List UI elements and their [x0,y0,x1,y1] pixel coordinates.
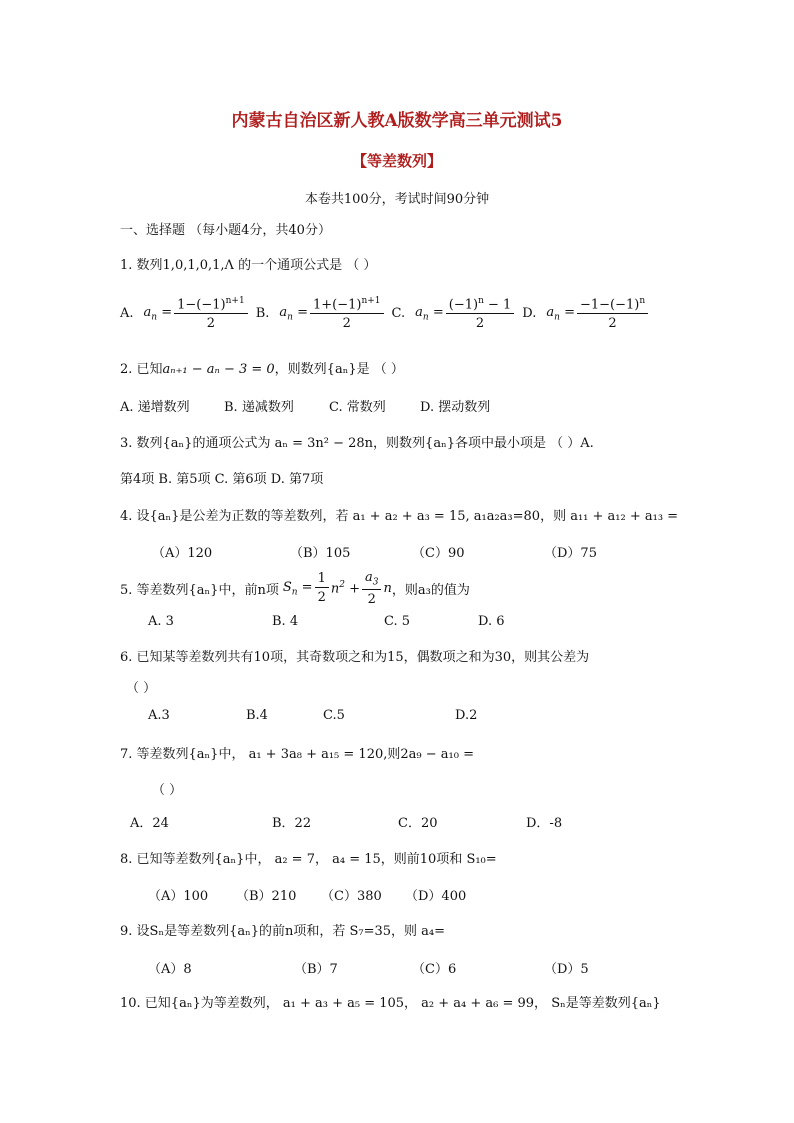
question-7-option-d: D．-8 [526,816,563,831]
question-1-stem: 1. 数列1,0,1,0,1,Λ 的一个通项公式是 （ ） [120,258,377,273]
question-5-prefix: 5. 等差数列{aₙ}中，前n项 [120,582,279,598]
question-6-answer-blank: （ ） [126,681,157,696]
question-8-option-b: （B）210 [236,889,297,904]
question-5-frac-2: $\frac{a_3}{2}$ [362,570,382,607]
question-5-option-d: D. 6 [478,614,505,629]
question-4-option-c: （C）90 [412,546,465,561]
option-d-label: D. [522,306,537,322]
question-7-option-b: B．22 [272,816,312,831]
exam-info: 本卷共100分，考试时间90分钟 [304,192,490,207]
option-b-formula: $\frac{1+(-1)^{n+1}}{2}$ [310,296,384,331]
question-5-frac-1: $\frac{1}{2}$ [315,571,329,605]
option-a-formula: $\frac{1-(-1)^{n+1}}{2}$ [174,296,248,331]
question-2-stem [120,358,404,377]
option-a-label: A. [120,306,134,322]
question-3-options: 第4项 B. 第5项 C. 第6项 D. 第7项 [120,472,324,487]
question-8-option-d: （D）400 [405,889,467,904]
question-2-option-c: C. 常数列 [329,400,386,415]
question-3-stem: 3. 数列{aₙ}的通项公式为 aₙ = 3n² − 28n，则数列{aₙ}各项中最小项是 （ ）A. [120,436,594,451]
question-2-option-b: B. 递减数列 [224,400,294,415]
option-c-label: C. [391,306,406,322]
section-heading: 一、选择题 （每小题4分，共40分） [120,223,331,238]
question-5-suffix: ，则a₃的值为 [391,582,470,598]
question-4-option-a: （A）120 [152,546,213,561]
question-8-option-c: （C）380 [321,889,382,904]
question-8-stem: 8. 已知等差数列{aₙ}中， a₂ = 7， a₄ = 15，则前10项和 S₁₀= [120,852,497,867]
question-2-suffix: ，则数列{aₙ}是 （ ） [274,362,404,377]
question-7-answer-blank: （ ） [152,783,183,798]
option-c-formula: $\frac{(-1)^n - 1}{2}$ [446,296,515,331]
question-6-option-d: D.2 [455,708,478,723]
question-6-option-b: B.4 [246,708,268,723]
question-8-option-a: （A）100 [148,889,209,904]
question-7-stem: 7. 等差数列{aₙ}中， a₁ + 3a₈ + a₁₅ = 120,则2a₉ − a₁₀ = [120,747,474,762]
question-4-stem: 4. 设{aₙ}是公差为正数的等差数列，若 a₁ + a₂ + a₃ = 15, a₁a₂a₃=80，则 a₁₁ + a₁₂ + a₁₃ = [120,509,679,524]
question-5-option-a: A. 3 [148,614,174,629]
question-4-option-b: （B）105 [290,546,351,561]
question-2-option-d: D. 摆动数列 [420,400,491,415]
question-4-option-d: （D）75 [544,546,597,561]
question-5-option-b: B. 4 [272,614,299,629]
option-b-label: B. [255,306,270,322]
question-2-option-a: A. 递增数列 [120,400,190,415]
question-2-formula: aₙ₊₁ − aₙ − 3 = 0 [162,362,275,377]
question-7-option-c: C．20 [398,816,438,831]
page-title: 内蒙古自治区新人教A版数学高三单元测试5 [231,111,563,131]
question-1-options: A. $a_n$ = $\frac{1-(-1)^{n+1}}{2}$ B. $a_n$ = $\frac{1+(-1)^{n+1}}{2}$ C. $a_n$ = $\frac{(-1)^n - 1}{2}$ D. $a_n$ = $\frac{-1-(-1)^n}{2}$ [120,296,650,331]
question-6-option-c: C.5 [323,708,345,723]
question-6-option-a: A.3 [148,708,170,723]
question-9-stem: 9. 设Sₙ是等差数列{aₙ}的前n项和，若 S₇=35，则 a₄= [120,924,446,939]
question-9-option-a: （A）8 [148,962,192,977]
question-10-stem: 10. 已知{aₙ}为等差数列， a₁ + a₃ + a₅ = 105， a₂ + a₄ + a₆ = 99， Sₙ是等差数列{aₙ} [120,996,661,1011]
question-5-option-c: C. 5 [384,614,411,629]
question-5-stem: 5. 等差数列{aₙ}中，前n项 $S_n$ = $\frac{1}{2}$ $n^2$ + $\frac{a_3}{2}$ n ，则a₃的值为 [120,570,470,607]
option-d-formula: $\frac{-1-(-1)^n}{2}$ [577,296,648,331]
question-6-stem: 6. 已知某等差数列共有10项，其奇数项之和为15，偶数项之和为30，则其公差为 [120,650,590,665]
question-9-option-c: （C）6 [412,962,457,977]
page-subtitle: 【等差数列】 [351,152,442,170]
question-9-option-b: （B）7 [294,962,338,977]
question-7-option-a: A．24 [130,816,169,831]
question-9-option-d: （D）5 [544,962,589,977]
question-2-prefix: 2. 已知 [120,362,163,377]
